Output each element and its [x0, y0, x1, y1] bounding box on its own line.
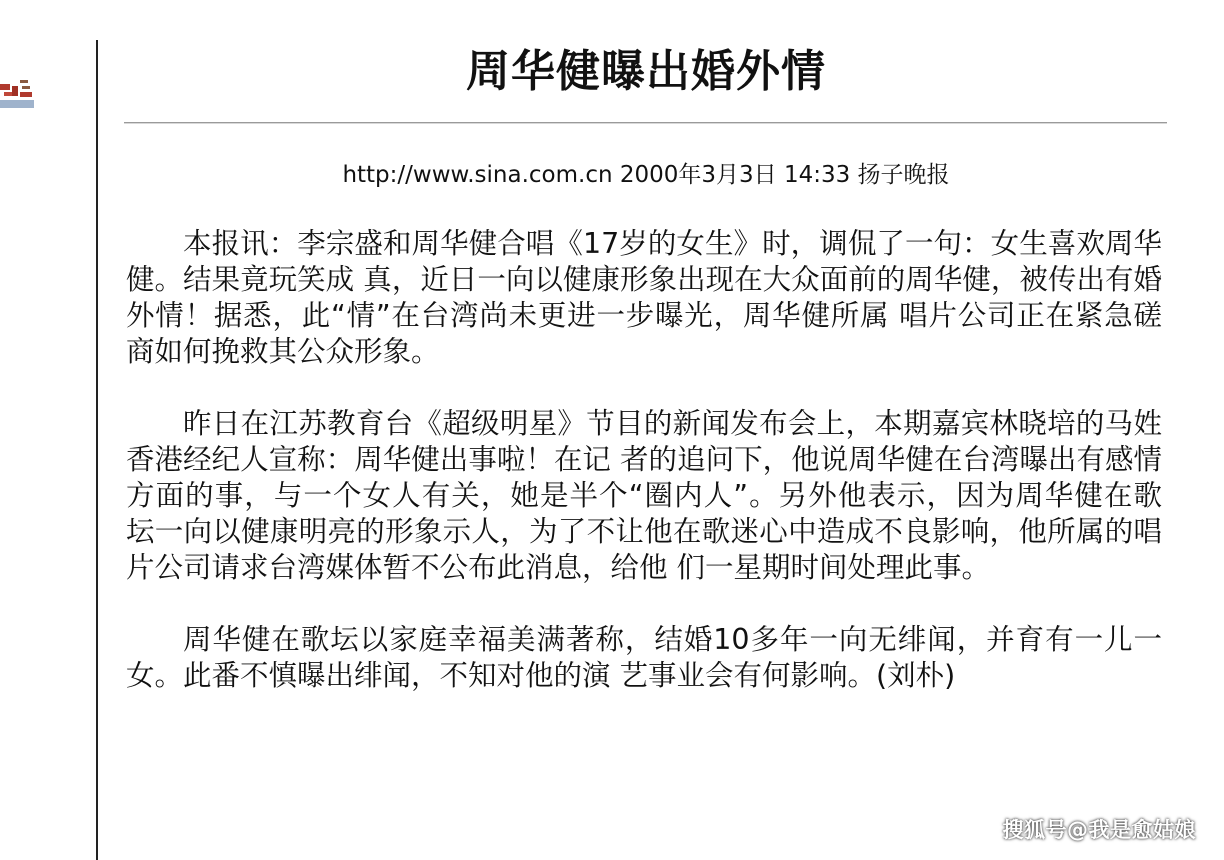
paragraph: 昨日在江苏教育台《超级明星》节目的新闻发布会上，本期嘉宾林晓培的马姓香港经纪人宣称：周华健出事啦！在记 者的追问下，他说周华健在台湾曝出有感情方面的事，与一个女人有关，她是半个“圈内人”。另外他表示，因为周华健在歌 坛一向以健康明亮的形象示人，为了不让他在歌迷心中造成不良影响，他所属的唱片公司请求台湾媒体暂不公布此消息，给他 们一星期时间处理此事。 [126, 407, 1162, 584]
title-rule [124, 122, 1167, 124]
paragraph: 本报讯：李宗盛和周华健合唱《17岁的女生》时，调侃了一句：女生喜欢周华健。结果竟玩笑成 真，近日一向以健康形象出现在大众面前的周华健，被传出有婚外情！据悉，此“情”在台湾尚未更进一步曝光，周华健所属 唱片公司正在紧急磋商如何挽救其公众形象。 [126, 227, 1162, 368]
article-body [126, 226, 1162, 730]
article-title: 周华健曝出婚外情 [466, 46, 826, 97]
article-meta: http://www.sina.com.cn 2000年3月3日 14:33 扬子晚报 [342, 162, 950, 188]
paragraph: 周华健在歌坛以家庭幸福美满著称，结婚10多年一向无绯闻，并育有一儿一女。此番不慎曝出绯闻，不知对他的演 艺事业会有何影响。(刘朴) [126, 623, 1162, 692]
watermark: 搜狐号@我是愈姑娘 [1002, 818, 1196, 842]
vertical-divider [96, 40, 98, 860]
logo-icon [0, 66, 40, 116]
